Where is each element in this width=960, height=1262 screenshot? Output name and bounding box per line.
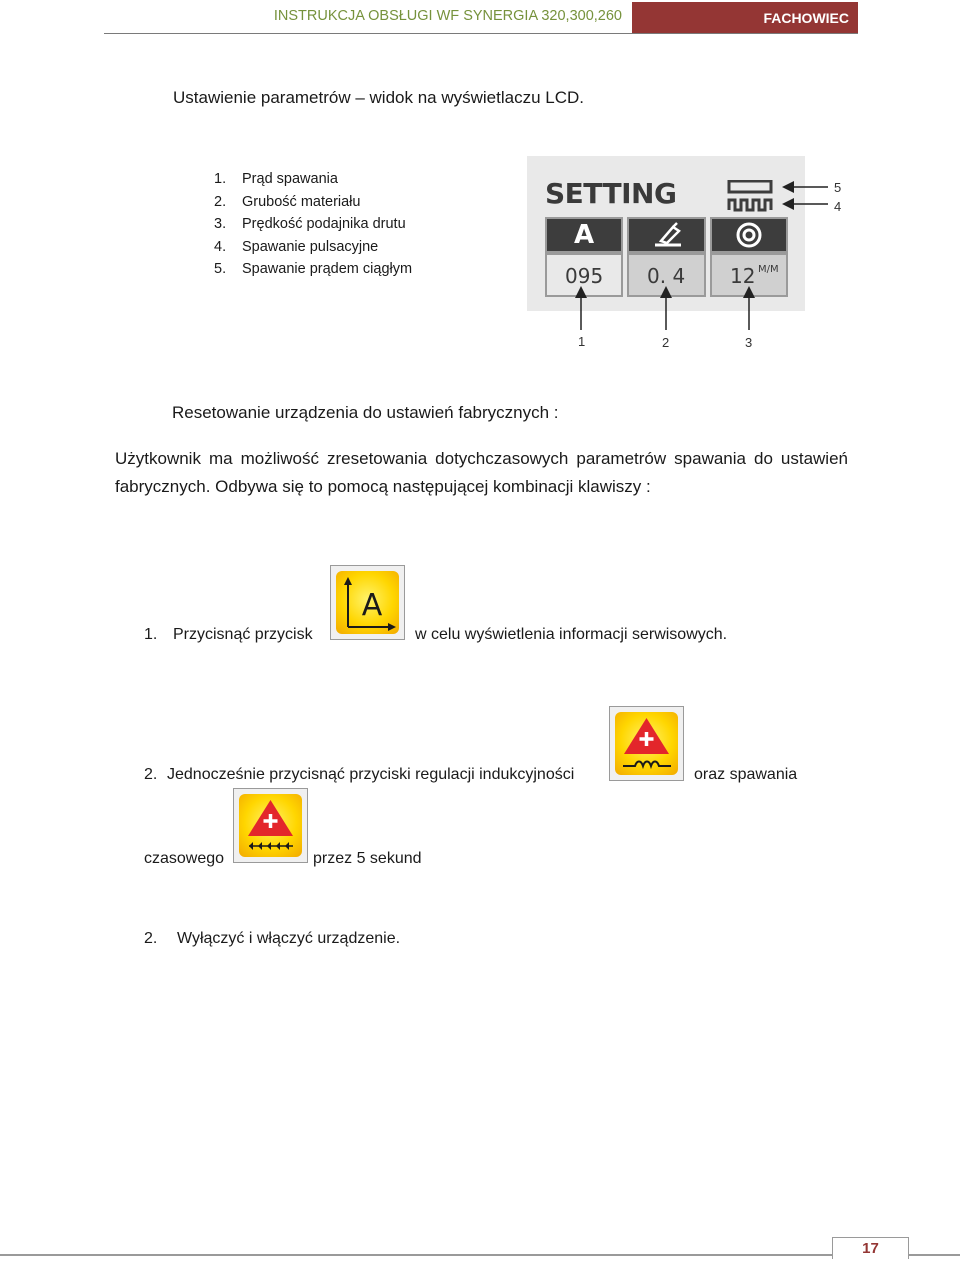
page-number: 17 [862,1240,879,1257]
legend-list [214,171,412,284]
callout-2: 2 [662,335,670,350]
footer-divider-right [909,1254,960,1256]
wire-speed-value: 12 [730,264,756,288]
svg-text:A: A [361,588,383,623]
callout-arrows [560,180,850,340]
current-graph-key-icon [330,565,405,640]
wire-speed-unit: M/M [758,264,779,275]
thickness-value: 0. 4 [647,264,686,288]
footer-divider-left [0,1254,832,1256]
step1-number: 1. [144,626,158,643]
step2-cont-after: przez 5 sekund [313,850,422,867]
step3-text: Wyłączyć i włączyć urządzenie. [177,930,401,947]
lcd-section-heading: Ustawienie parametrów – widok na wyświetlaczu LCD. [173,88,584,107]
callout-1: 1 [578,334,586,349]
step3-number: 2. [144,930,158,947]
callout-4: 4 [834,199,842,214]
inductance-plus-key-icon [609,706,684,781]
list-item: 2. Grubość materiału [214,193,361,210]
current-label-box: A [545,217,623,253]
list-item: 4. Spawanie pulsacyjne [214,238,379,255]
current-value: 095 [565,264,604,288]
step2-number: 2. [144,766,158,783]
list-item: 5. Spawanie prądem ciągłym [214,261,413,277]
list-item: 1. Prąd spawania [214,171,338,187]
document-title: INSTRUKCJA OBSŁUGI WF SYNERGIA 320,300,260 [273,8,622,24]
reset-section-heading: Resetowanie urządzenia do ustawień fabrycznych : [172,403,559,422]
brand-label: FACHOWIEC [763,10,849,26]
reset-paragraph: Użytkownik ma możliwość zresetowania dotychczasowych parametrów spawania do ustawień fabrycznych. Odbywa się to pomocą następującej kombinacji klawiszy : [115,449,848,496]
step1-text-before: Przycisnąć przycisk [173,626,313,643]
callout-3: 3 [745,335,753,350]
step2-text-after: oraz spawania [694,766,798,783]
spot-time-plus-key-icon [233,788,308,863]
list-item: 3. Prędkość podajnika drutu [214,216,406,232]
step2-cont-before: czasowego [144,850,225,867]
header-divider [104,33,858,34]
lcd-title: SETTING [545,177,677,210]
callout-5: 5 [834,180,842,195]
step2-text-before: Jednocześnie przycisnąć przyciski regulacji indukcyjności [167,766,575,783]
step1-text-after: w celu wyświetlenia informacji serwisowych. [415,626,728,643]
